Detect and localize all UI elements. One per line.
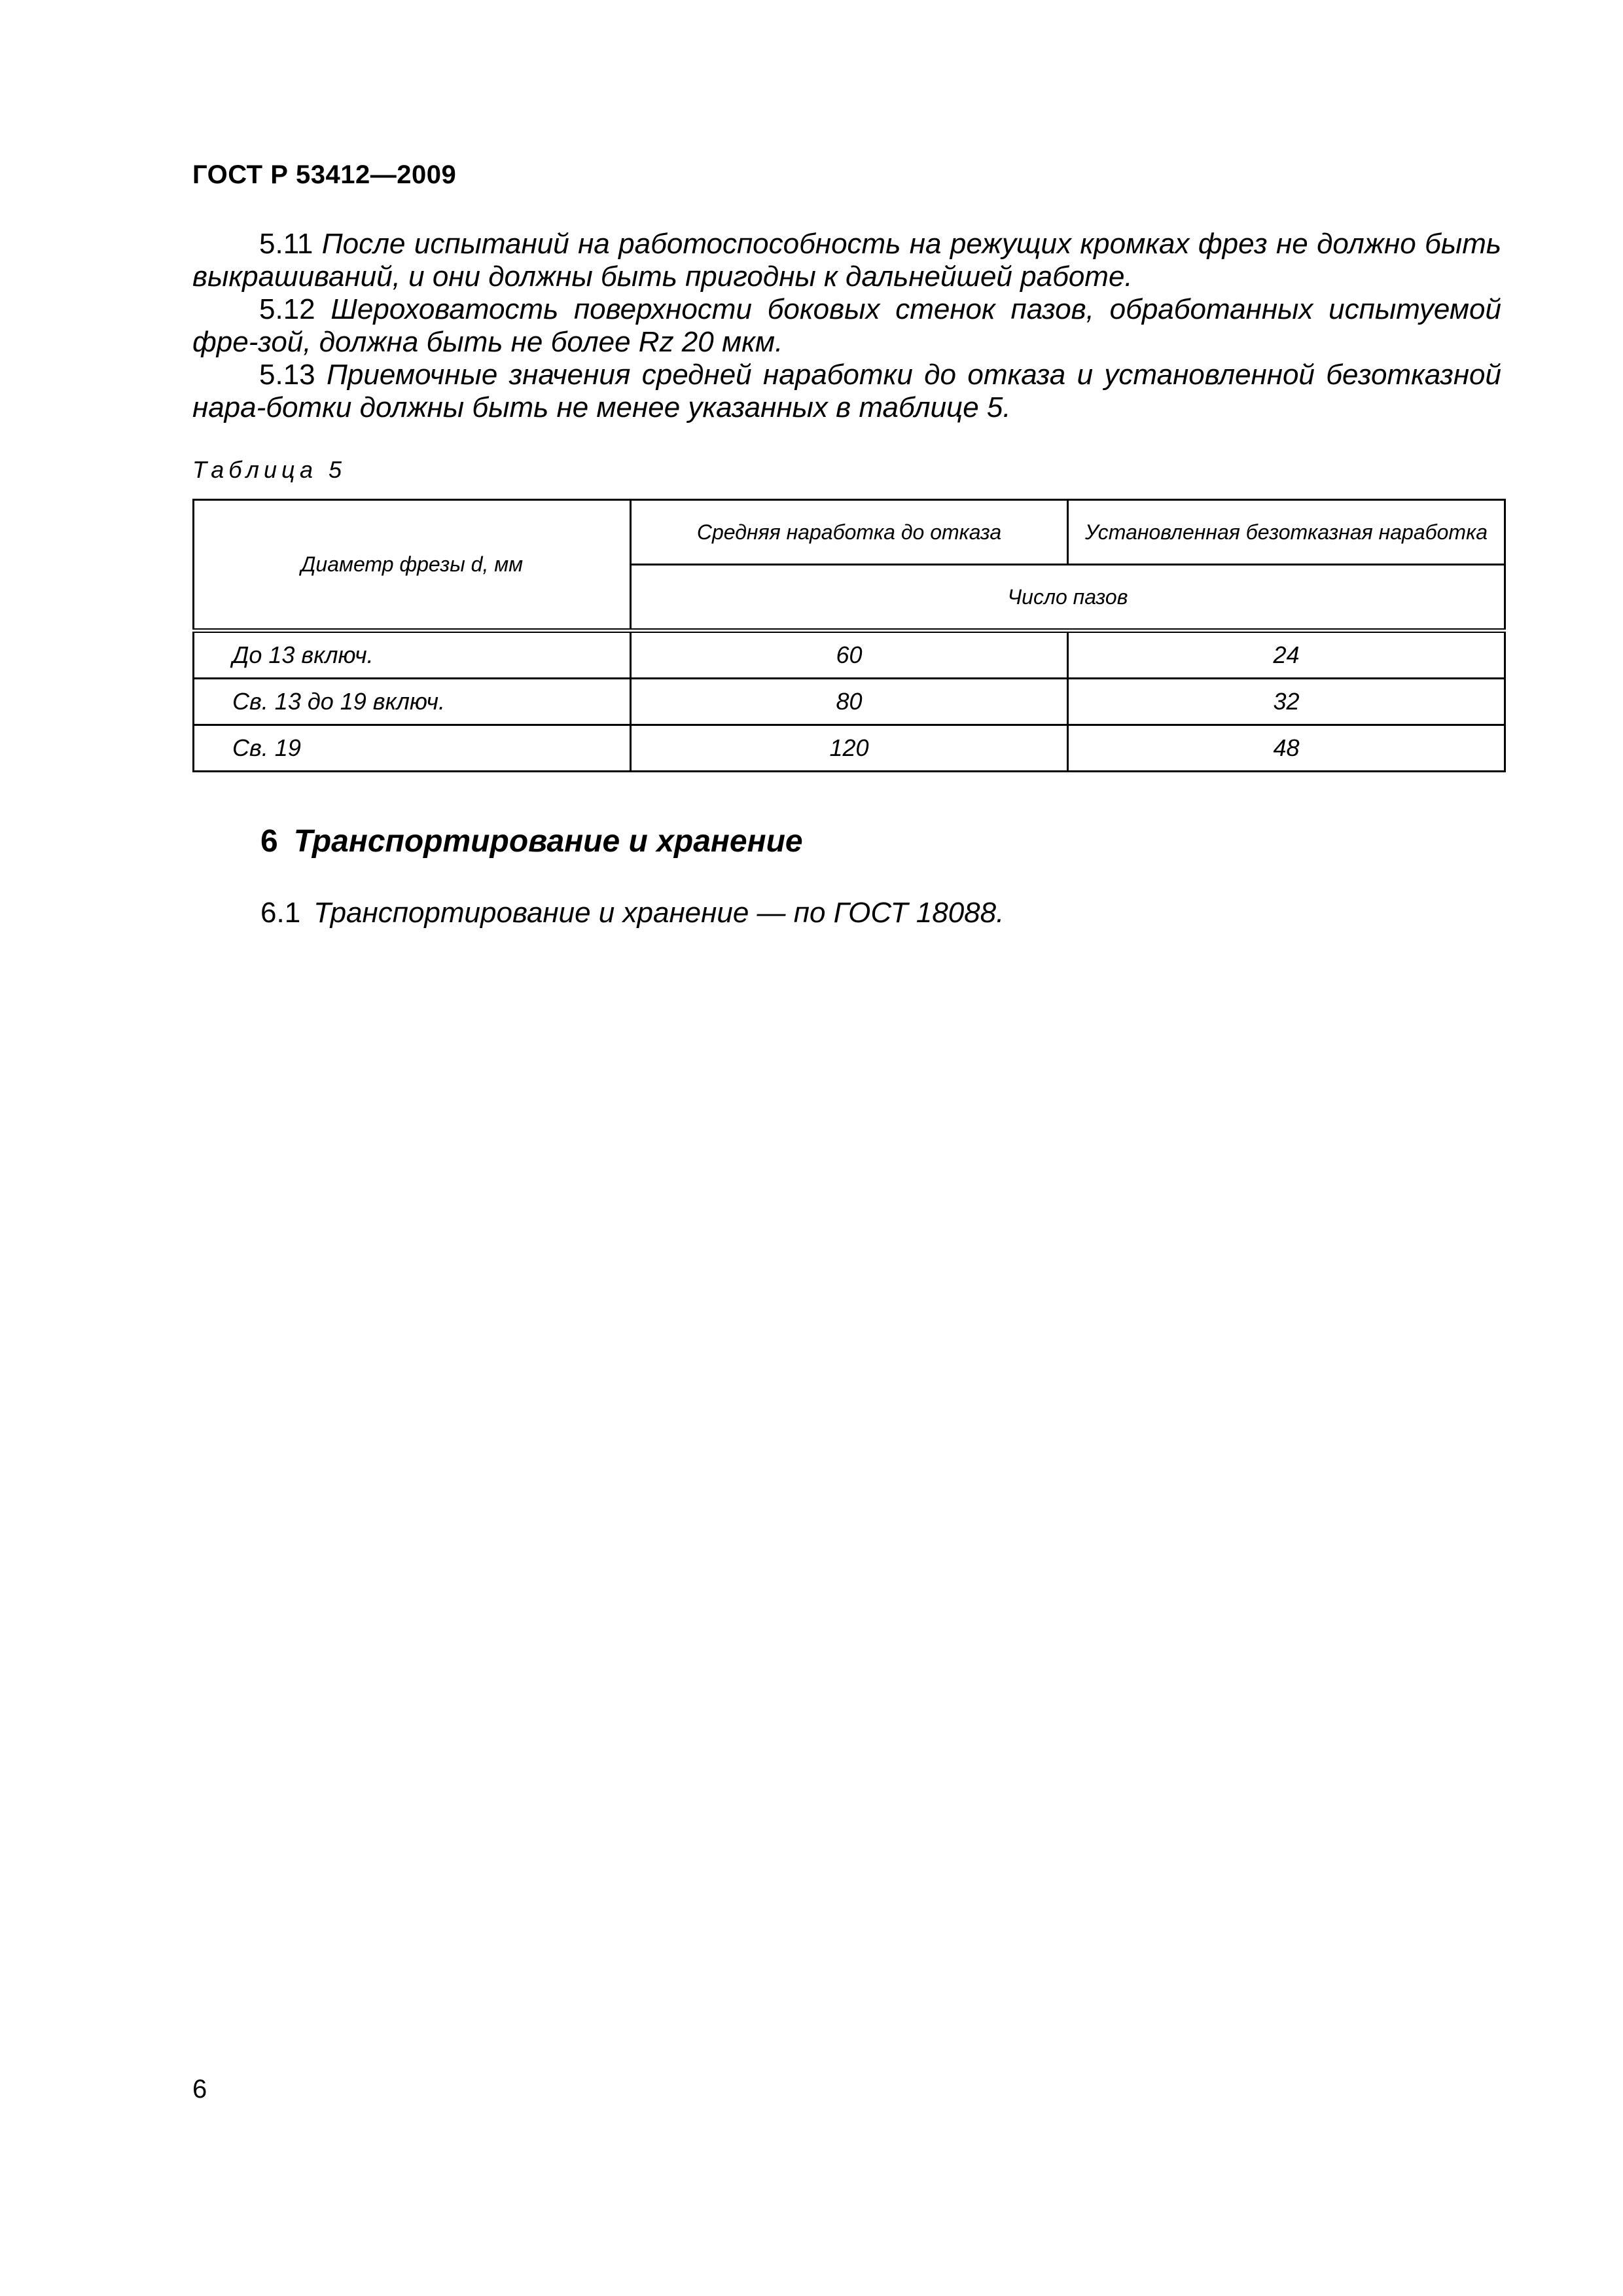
page-number: 6 [192,2075,207,2104]
section-title-text: Транспортирование и хранение [293,824,803,859]
table-cell-set: 24 [1068,631,1505,679]
table-cell-mean: 80 [631,679,1068,725]
table-cell-diameter: Св. 19 [194,725,631,772]
section-number: 6 [260,824,278,859]
table-row [194,725,1505,772]
paragraph-number: 6.1 [260,897,301,929]
table-cell-diameter: До 13 включ. [194,631,631,679]
table-cell-mean: 120 [631,725,1068,772]
paragraph-6-1 [260,897,1004,929]
paragraph-number: 5.12 [259,293,315,325]
table-cell-mean: 60 [631,631,1068,679]
table-row [194,631,1505,679]
header-unit-slots: Число пазов [631,565,1505,631]
header-set-failure-free-time: Установленная безотказная наработка [1068,500,1505,565]
table-cell-set: 48 [1068,725,1505,772]
paragraph-5-11 [192,228,1501,293]
paragraph-number: 5.13 [259,359,315,391]
table-row [194,679,1505,725]
table-cell-set: 32 [1068,679,1505,725]
acceptance-values-table [192,499,1506,772]
header-mean-time-to-failure: Средняя наработка до отказа [631,500,1068,565]
document-code-header: ГОСТ Р 53412—2009 [192,160,457,189]
paragraph-text: Транспортирование и хранение — по ГОСТ 18088. [313,897,1005,929]
paragraph-text: Приемочные значения средней наработки до отказа и установленной безотказной нара-ботки должны быть не менее указанных в таблице 5. [192,359,1501,423]
paragraph-5-12 [192,293,1501,359]
paragraph-5-13 [192,359,1501,424]
header-diameter: Диаметр фрезы d, мм [194,500,631,631]
table-caption: Таблица 5 [192,456,347,483]
paragraph-text: Шероховатость поверхности боковых стенок пазов, обработанных испытуемой фре-зой, должна быть не более Rz 20 мкм. [192,293,1501,358]
paragraph-number: 5.11 [259,228,313,260]
table-cell-diameter: Св. 13 до 19 включ. [194,679,631,725]
section-6-title [260,823,803,859]
paragraph-text: После испытаний на работоспособность на режущих кромках фрез не должно быть выкрашиваний, и они должны быть пригодны к дальнейшей работе. [192,228,1501,293]
